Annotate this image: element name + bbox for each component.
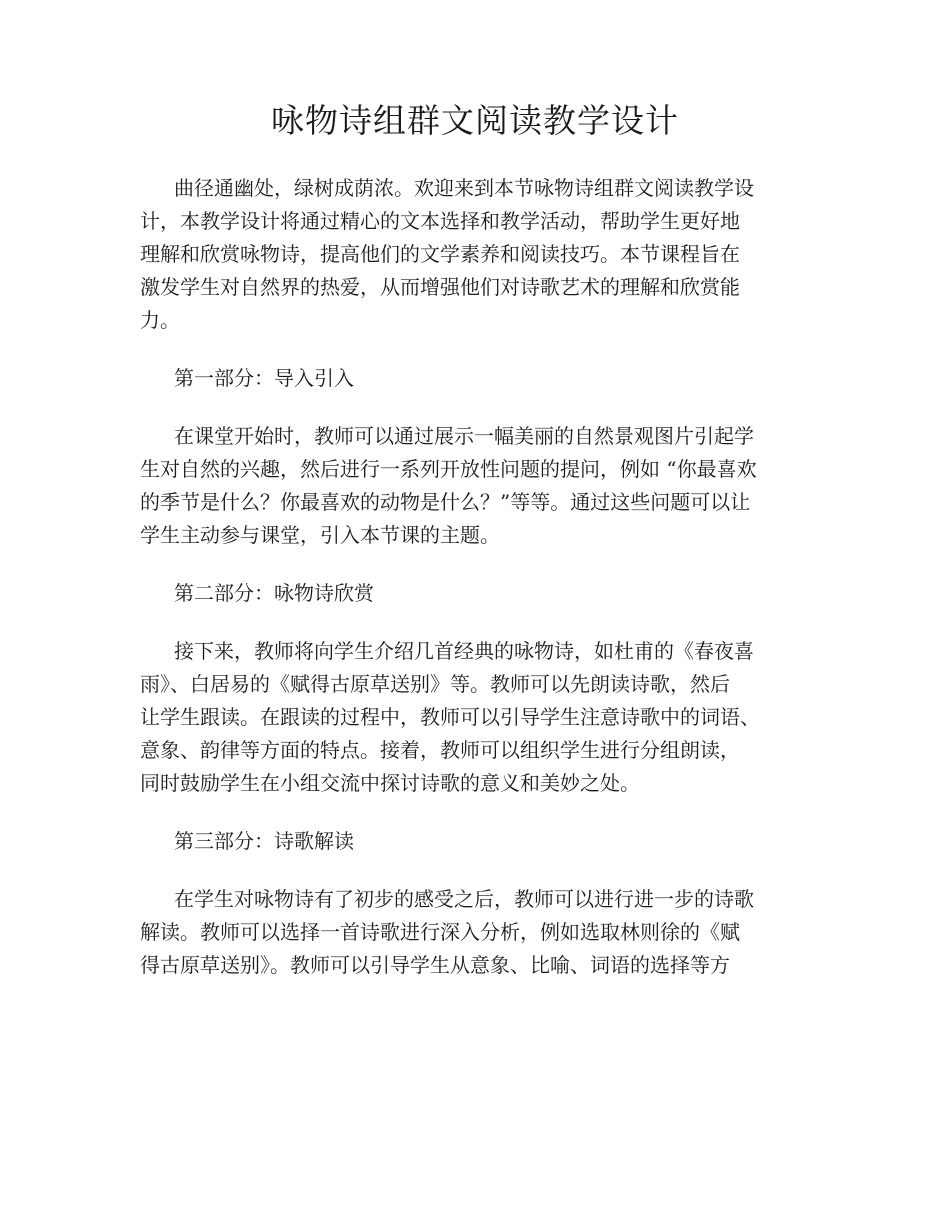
- text-line: 同时鼓励学生在小组交流中探讨诗歌的意义和美妙之处。: [140, 771, 640, 795]
- text-line: 接下来，教师将向学生介绍几首经典的咏物诗，如杜甫的《春夜喜: [174, 639, 754, 663]
- text-line: 雨》、白居易的《赋得古原草送别》等。教师可以先朗读诗歌，然后: [140, 672, 730, 696]
- text-line: 力。: [140, 308, 180, 332]
- section-3-paragraph: [140, 883, 860, 982]
- text-line: 计，本教学设计将通过精心的文本选择和教学活动，帮助学生更好地: [140, 209, 740, 233]
- text-line: 解读。教师可以选择一首诗歌进行深入分析，例如选取林则徐的《赋: [140, 920, 740, 944]
- section-heading-1: 第一部分：导入引入: [174, 366, 354, 390]
- text-line: 生对自然的兴趣，然后进行一系列开放性问题的提问，例如 “你最喜欢: [140, 457, 757, 481]
- text-line: 理解和欣赏咏物诗，提高他们的文学素养和阅读技巧。本节课程旨在: [140, 242, 740, 266]
- document-title: 咏物诗组群文阅读教学设计: [271, 101, 679, 140]
- text-line: 意象、韵律等方面的特点。接着，教师可以组织学生进行分组朗读，: [140, 738, 740, 762]
- section-heading-3: 第三部分：诗歌解读: [174, 829, 354, 853]
- document-body: [140, 172, 860, 1007]
- section-heading-2: 第二部分：咏物诗欣赏: [174, 581, 374, 605]
- text-line: 的季节是什么？你最喜欢的动物是什么？”等等。通过这些问题可以让: [140, 490, 751, 514]
- text-line: 激发学生对自然界的热爱，从而增强他们对诗歌艺术的理解和欣赏能: [140, 275, 740, 299]
- text-line: 让学生跟读。在跟读的过程中，教师可以引导学生注意诗歌中的词语、: [140, 705, 760, 729]
- text-line: 在学生对咏物诗有了初步的感受之后，教师可以进行进一步的诗歌: [174, 887, 754, 911]
- section-2-paragraph: [140, 635, 860, 800]
- intro-paragraph: [140, 172, 860, 337]
- text-line: 在课堂开始时，教师可以通过展示一幅美丽的自然景观图片引起学: [174, 424, 754, 448]
- text-line: 学生主动参与课堂，引入本节课的主题。: [140, 523, 500, 547]
- section-1-paragraph: [140, 420, 860, 552]
- text-line: 得古原草送别》。教师可以引导学生从意象、比喻、词语的选择等方: [140, 953, 730, 977]
- text-line: 曲径通幽处，绿树成荫浓。欢迎来到本节咏物诗组群文阅读教学设: [174, 176, 754, 200]
